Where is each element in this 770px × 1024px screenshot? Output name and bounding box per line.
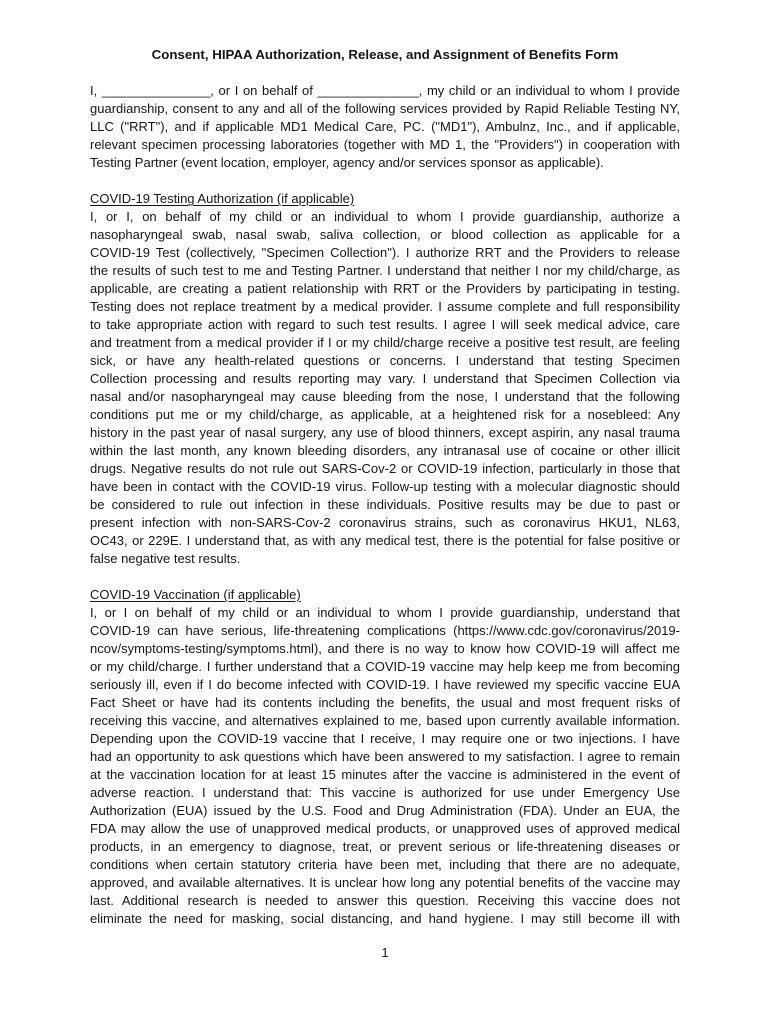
vaccination-line: Fact Sheet or have had its contents including the benefits, the usual and most frequent risks of xyxy=(90,695,680,710)
vaccination-section xyxy=(90,586,680,928)
testing-authorization-paragraph xyxy=(90,208,680,568)
vaccination-line: adverse reaction. I understand that: This vaccine is authorized for use under Emergency Use xyxy=(90,785,680,800)
vaccination-line: seriously ill, even if I do become infected with COVID-19. I have reviewed my specific vaccine EUA xyxy=(90,677,680,692)
section-heading-testing: COVID-19 Testing Authorization (if applicable) xyxy=(90,191,355,206)
testing-authorization-section xyxy=(90,190,680,568)
vaccination-line: or my child/charge. I further understand that a COVID-19 vaccine may help keep me from becoming xyxy=(90,659,680,674)
testing-line: I, or I, on behalf of my child or an individual to whom I provide guardianship, authorize a xyxy=(90,209,680,224)
testing-line: OC43, or 229E. I understand that, as with any medical test, there is the potential for false positive or xyxy=(90,533,680,548)
intro-line: guardianship, consent to any and all of the following services provided by Rapid Reliable Testing NY, xyxy=(90,101,680,116)
document-title: Consent, HIPAA Authorization, Release, and Assignment of Benefits Form xyxy=(151,47,619,62)
vaccination-line: approved, and available alternatives. It is unclear how long any potential benefits of the vaccine may xyxy=(90,875,680,890)
testing-line: have been in contact with the COVID-19 virus. Follow-up testing with a molecular diagnostic should xyxy=(90,479,680,494)
vaccination-line: had an opportunity to ask questions which have been answered to my satisfaction. I agree to remain xyxy=(90,749,680,764)
testing-line: Collection processing and results reporting may vary. I understand that Specimen Collection via xyxy=(90,371,680,386)
vaccination-line: I, or I on behalf of my child or an individual to whom I provide guardianship, understand that xyxy=(90,605,680,620)
intro-line: Testing Partner (event location, employer, agency and/or services sponsor as applicable). xyxy=(90,155,604,170)
testing-line: the results of such test to me and Testing Partner. I understand that neither I nor my child/charge, as xyxy=(90,263,680,278)
testing-line: present infection with non-SARS-Cov-2 coronavirus strains, such as coronavirus HKU1, NL63, xyxy=(90,515,680,530)
intro-line: I, _______________, or I on behalf of ______________, my child or an individual to whom I provide xyxy=(90,83,680,98)
intro-line: relevant specimen processing laboratories (together with MD 1, the "Providers") in cooperation with xyxy=(90,137,680,152)
document-body xyxy=(90,82,680,928)
testing-line: to take appropriate action with regard to such test results. I agree I will seek medical advice, care xyxy=(90,317,680,332)
vaccination-paragraph xyxy=(90,604,680,928)
intro-paragraph xyxy=(90,82,680,172)
vaccination-line: ncov/symptoms-testing/symptoms.html), and there is no way to know how COVID-19 will affect me xyxy=(90,641,680,656)
testing-line: be considered to rule out infection in these individuals. Positive results may be due to past or xyxy=(90,497,680,512)
testing-line: Testing does not replace treatment by a medical provider. I assume complete and full responsibility xyxy=(90,299,680,314)
vaccination-line: at the vaccination location for at least 15 minutes after the vaccine is administered in the event of xyxy=(90,767,680,782)
vaccination-line: conditions when certain statutory criteria have been met, including that there are no adequate, xyxy=(90,857,680,872)
section-heading-vaccination: COVID-19 Vaccination (if applicable) xyxy=(90,587,301,602)
vaccination-line: products, in an emergency to diagnose, treat, or prevent serious or life-threatening diseases or xyxy=(90,839,680,854)
testing-line: nasopharyngeal swab, nasal swab, saliva collection, or blood collection as applicable for a xyxy=(90,227,680,242)
vaccination-line: FDA may allow the use of unapproved medical products, or unapproved uses of approved medical xyxy=(90,821,680,836)
vaccination-line: Authorization (EUA) issued by the U.S. Food and Drug Administration (FDA). Under an EUA, the xyxy=(90,803,680,818)
testing-line: within the last month, any known bleeding disorders, any intranasal use of cocaine or other illicit xyxy=(90,443,680,458)
page-number: 1 xyxy=(381,945,389,960)
testing-line: applicable, are creating a patient relationship with RRT or the Providers by participating in testing. xyxy=(90,281,680,296)
vaccination-line: receiving this vaccine, and alternatives explained to me, based upon currently available information. xyxy=(90,713,680,728)
testing-line: history in the past year of nasal surgery, any use of blood thinners, except aspirin, any nasal trauma xyxy=(90,425,680,440)
vaccination-line: Depending upon the COVID-19 vaccine that I receive, I may require one or two injections. I have xyxy=(90,731,680,746)
vaccination-line: COVID-19 can have serious, life-threatening complications (https://www.cdc.gov/coronavirus/2019- xyxy=(90,623,680,638)
testing-line: sick, or have any health-related questions or concerns. I understand that testing Specimen xyxy=(90,353,680,368)
vaccination-line: last. Additional research is needed to answer this question. Receiving this vaccine does not xyxy=(90,893,680,908)
intro-line: LLC ("RRT"), and if applicable MD1 Medical Care, PC. ("MD1"), Ambulnz, Inc., and if applicable, xyxy=(90,119,680,134)
vaccination-line: eliminate the need for masking, social distancing, and hand hygiene. I may still become ill with xyxy=(90,911,680,926)
testing-line: drugs. Negative results do not rule out SARS-Cov-2 or COVID-19 infection, particularly in those that xyxy=(90,461,680,476)
testing-line: nasal and/or nasopharyngeal may cause bleeding from the nose, I understand that the following xyxy=(90,389,680,404)
testing-line: false negative test results. xyxy=(90,551,241,566)
testing-line: conditions put me or my child/charge, as applicable, at a heightened risk for a nosebleed: Any xyxy=(90,407,680,422)
testing-line: and treatment from a medical provider if I or my child/charge receive a positive test result, are feeling xyxy=(90,335,680,350)
testing-line: COVID-19 Test (collectively, "Specimen Collection"). I authorize RRT and the Providers to release xyxy=(90,245,680,260)
